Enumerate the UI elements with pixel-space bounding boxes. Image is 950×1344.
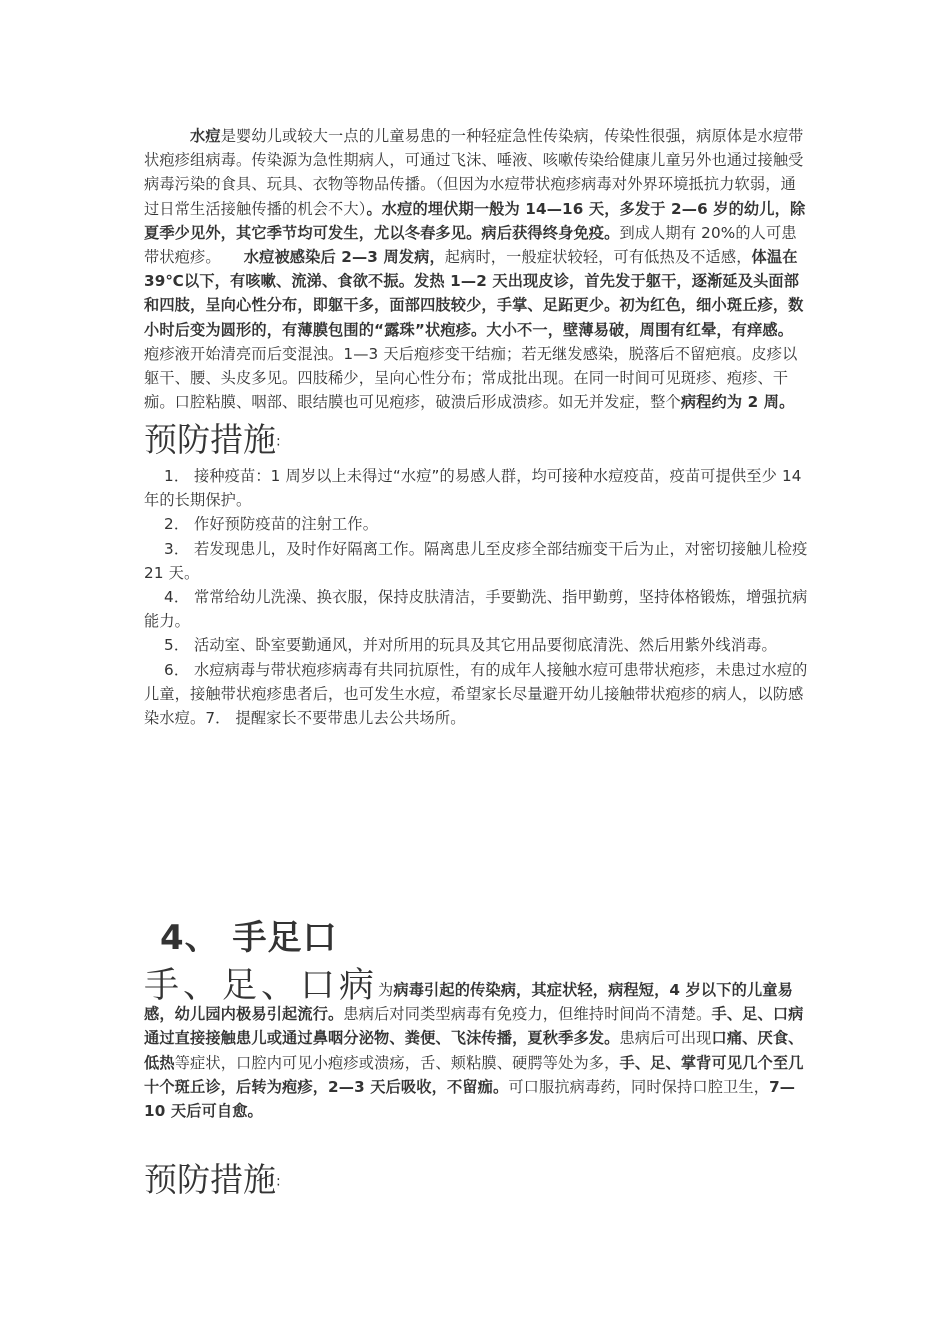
prevention-item: 2． 作好预防疫苗的注射工作。 bbox=[164, 515, 379, 534]
prevention-heading-2: 预防措施: bbox=[144, 1160, 281, 1199]
prevention-item: 4． 常常给幼儿洗澡、换衣服，保持皮肤清洁，手要勤洗、指甲勤剪，坚持体格锻炼，增强抗病能力。 bbox=[144, 587, 808, 631]
varicella-description: 水痘是婴幼儿或较大一点的儿童易患的一种轻症急性传染病，传染性很强，病原体是水痘带状疱疹组病毒。传染源为急性期病人，可通过飞沫、唾液、咳嗽传染给健康儿童另外也通过接触受病毒污染的食具、玩具、衣物等物品传播。（但因为水痘带状疱疹病毒对外界环境抵抗力软弱，通过日常生活接触传播的机会不大）。水痘的埋伏期一般为 14—16 天，多发于 2—6 岁的幼儿，除夏季少见外，其它季节均可发生，尤以冬春多见。病后获得终身免疫。到成人期有 20%的人可患带状疱疹。 水痘被感染后 2—3 周发病，起病时，一般症状较轻，可有低热及不适感，体温在 39℃以下，有咳嗽、流涕、食欲不振。发热 1—2 天出现皮诊，首先发于躯干，逐渐延及头面部和四肢，呈向心性分布，即躯干多，面部四肢较少，手掌、足跖更少。初为红色，细小斑丘疹，数小时后变为圆形的，有薄膜包围的“露珠”状疱疹。大小不一，壁薄易破，周围有红晕，有痒感。疱疹液开始清亮而后变混浊。1—3 天后疱疹变干结痂；若无继发感染，脱落后不留疤痕。皮疹以躯干、腰、头皮多见。四肢稀少，呈向心性分布；常成批出现。在同一时间可见斑疹、疱疹、干痂。口腔粘膜、咽部、眼结膜也可见疱疹，破溃后形成溃疹。如无并发症，整个病程约为 2 周。 bbox=[144, 127, 806, 412]
prevention-item: 3． 若发现患儿，及时作好隔离工作。隔离患儿至皮疹全部结痂变干后为止，对密切接触儿检疫 21 天。 bbox=[144, 539, 808, 582]
hfmd-section bbox=[144, 966, 808, 1123]
term-varicella: 水痘 bbox=[190, 127, 221, 145]
prevention-item: 1． 接种疫苗：1 周岁以上未得过“水痘”的易感人群，均可接种水痘疫苗，疫苗可提供至少 14 年的长期保护。 bbox=[144, 466, 802, 510]
hfmd-description: 手、足、口病为病毒引起的传染病，其症状轻，病程短，4 岁以下的儿童易感，幼儿园内极易引起流行。患病后对同类型病毒有免疫力，但维持时间尚不清楚。手、足、口病通过直接接触患儿或通过鼻咽分泌物、粪便、飞沫传播，夏秋季多发。患病后可出现口痛、厌食、低热等症状，口腔内可见小疱疹或溃疡，舌、颊粘膜、硬腭等处为多，手、足、掌背可见几个至几十个斑丘诊，后转为疱疹，2—3 天后吸收，不留痂。可口服抗病毒药，同时保持口腔卫生，7—10 天后可自愈。 bbox=[144, 966, 804, 1121]
prevention-heading: 预防措施: bbox=[144, 420, 281, 460]
varicella-section bbox=[144, 124, 808, 730]
prevention-item: 6． 水痘病毒与带状疱疹病毒有共同抗原性，有的成年人接触水痘可患带状疱疹，未患过水痘的儿童，接触带状疱疹患者后，也可发生水痘，希望家长尽量避开幼儿接触带状疱疹的病人，以防感染水痘。7． 提醒家长不要带患儿去公共场所。 bbox=[144, 660, 808, 727]
hfmd-term: 手、足、口病 bbox=[144, 966, 379, 1006]
section-title: 4、 手足口 bbox=[160, 918, 338, 958]
prevention-item: 5． 活动室、卧室要勤通风，并对所用的玩具及其它用品要彻底清洗、然后用紫外线消毒。 bbox=[164, 636, 777, 655]
